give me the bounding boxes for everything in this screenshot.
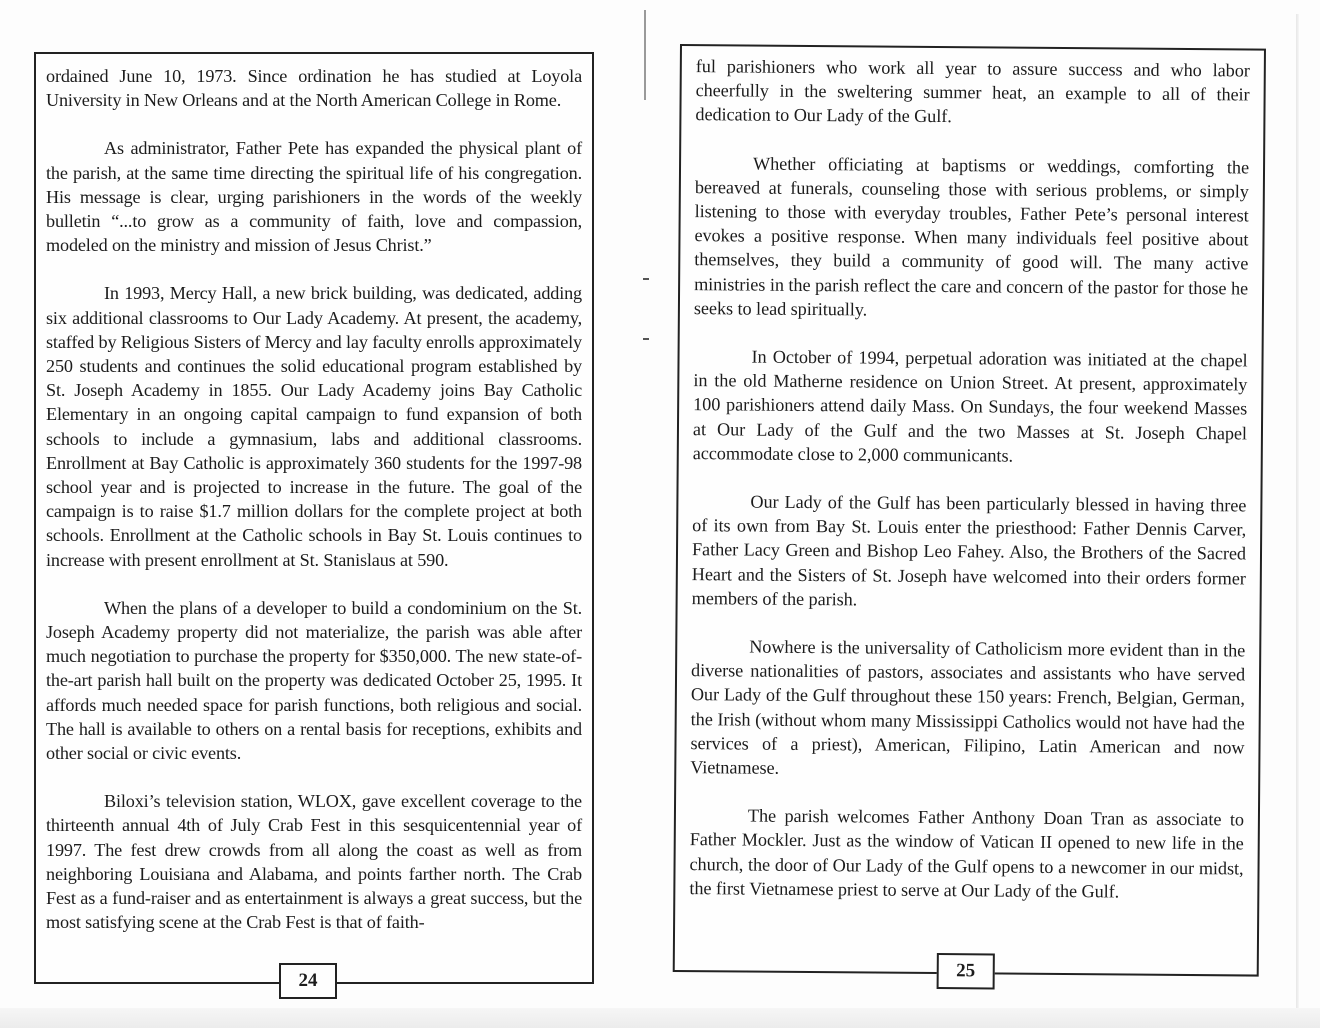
left-page-text bbox=[46, 64, 582, 959]
page-number: 24 bbox=[279, 963, 337, 999]
paragraph: In October of 1994, perpetual adoration was initiated at the chapel in the old Matherne residence on Union Street. At present, approximately 100 parishioners attend daily Mass. On Sundays, the four weekend Masses at Our Lady of the Gulf and the two Masses at St. Joseph Chapel accommodate close to 2,000 communicants. bbox=[692, 346, 1248, 466]
page-edge bbox=[1296, 14, 1299, 1014]
left-page bbox=[34, 52, 594, 991]
bottom-shadow bbox=[0, 1008, 1320, 1028]
paragraph: In 1993, Mercy Hall, a new brick building, was dedicated, adding six additional classrooms to Our Lady Academy. At present, the academy, staffed by Religious Sisters of Mercy and lay faculty enrolls approximately 250 students and continues the solid educational program established by St. Joseph Academy in 1855. Our Lady Academy joins Bay Catholic Elementary in an ongoing capital campaign to fund expansion of both schools to include a gymnasium, labs and additional classrooms. Enrollment at Bay Catholic is approximately 360 students for the 1997-98 school year and is projected to increase in the future. The goal of the campaign is to raise $1.7 million dollars for the complete project at both schools. Enrollment at the Catholic schools in Bay St. Louis continues to increase with present enrollment at St. Stanislaus at 590. bbox=[46, 283, 582, 570]
paragraph: ordained June 10, 1973. Since ordination he has studied at Loyola University in New Orleans and at the North American College in Rome. bbox=[46, 66, 582, 111]
right-page-text bbox=[689, 54, 1250, 928]
gutter-line bbox=[644, 10, 646, 100]
paragraph: ful parishioners who work all year to assure success and who labor cheerfully in the sweltering summer heat, an example to all of their dedication to Our Lady of the Gulf. bbox=[695, 56, 1250, 127]
paragraph: Whether officiating at baptisms or weddings, comforting the bereaved at funerals, counseling those with serious problems, or simply listening to those with everyday troubles, Father Pete’s personal interest evokes a positive response. When many individuals feel positive about themselves, they build a community of good will. The many active ministries in the parish reflect the care and concern of the pastor for those he seeks to lead spiritually. bbox=[693, 153, 1250, 320]
paragraph: Nowhere is the universality of Catholicism more evident than in the diverse nationalities of pastors, associates and assistants who have served Our Lady of the Gulf throughout these 150 years: French, Belgian, German, the Irish (without whom many Mississippi Catholics would not have had the services of a priest), American, Filipino, Latin American and now Vietnamese. bbox=[690, 636, 1246, 778]
page-number: 25 bbox=[937, 953, 995, 989]
right-page bbox=[673, 44, 1266, 982]
paragraph: As administrator, Father Pete has expanded the physical plant of the parish, at the same time directing the spiritual life of his congregation. His message is clear, urging parishioners in the words of the weekly bulletin “...to grow as a community of faith, love and compassion, modeled on the ministry and mission of Jesus Christ.” bbox=[46, 138, 582, 256]
paragraph: The parish welcomes Father Anthony Doan Tran as associate to Father Mockler. Just as the window of Vatican II opened to new life in the church, the door of Our Lady of the Gulf opens to a newcomer in our midst, the first Vietnamese priest to serve at Our Lady of the Gulf. bbox=[689, 805, 1245, 902]
paragraph: Biloxi’s television station, WLOX, gave excellent coverage to the thirteenth annual 4th of July Crab Fest in this sesquicentennial year of 1997. The fest drew crowds from all along the coast as well as from neighboring Louisiana and Alabama, and points farther north. The Crab Fest as a fund-raiser and as entertainment is always a great success, but the most satisfying scene at the Crab Fest is that of faith- bbox=[46, 791, 582, 933]
paragraph: When the plans of a developer to build a condominium on the St. Joseph Academy property did not materialize, the parish was able after much negotiation to purchase the property for $350,000. The new state-of-the-art parish hall built on the property was dedicated October 25, 1995. It affords much needed space for parish functions, both religious and social. The hall is available to others on a rental basis for receptions, exhibits and other social or civic events. bbox=[46, 597, 582, 764]
gutter-mark bbox=[643, 278, 649, 280]
gutter-mark bbox=[643, 338, 649, 340]
paragraph: Our Lady of the Gulf has been particularly blessed in having three of its own from Bay St. Louis enter the priesthood: Father Dennis Carver, Father Lacy Green and Bishop Leo Fahey. Also, the Brothers of the Sacred Heart and the Sisters of St. Joseph have welcomed into their orders former members of the parish. bbox=[691, 491, 1247, 610]
